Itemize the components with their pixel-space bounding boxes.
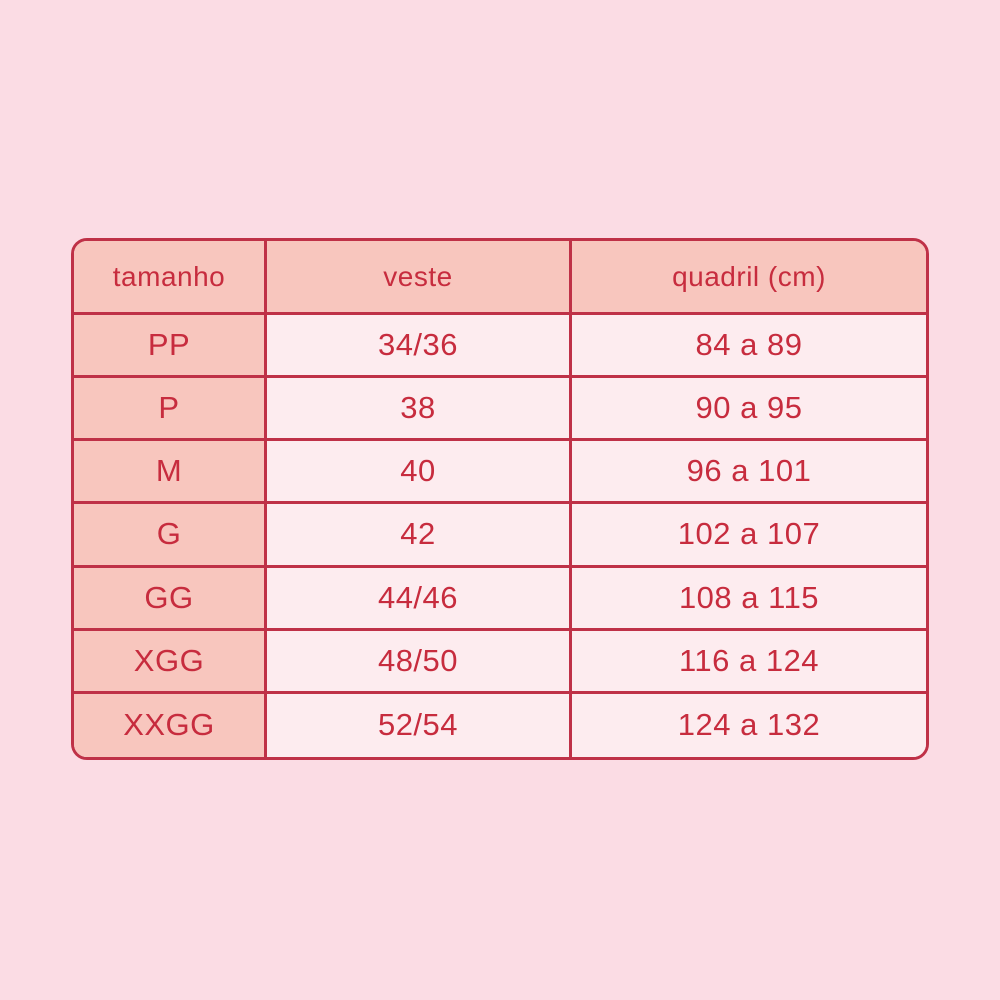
- cell-size-xxgg: XXGG: [74, 694, 267, 757]
- cell-veste-gg: 44/46: [267, 568, 572, 631]
- cell-veste-pp: 34/36: [267, 315, 572, 378]
- cell-size-xgg: XGG: [74, 631, 267, 694]
- cell-veste-xxgg: 52/54: [267, 694, 572, 757]
- header-cell-veste: veste: [267, 241, 572, 315]
- cell-veste-xgg: 48/50: [267, 631, 572, 694]
- cell-size-pp: PP: [74, 315, 267, 378]
- cell-quadril-xxgg: 124 a 132: [572, 694, 926, 757]
- cell-quadril-p: 90 a 95: [572, 378, 926, 441]
- cell-size-gg: GG: [74, 568, 267, 631]
- cell-size-p: P: [74, 378, 267, 441]
- cell-veste-p: 38: [267, 378, 572, 441]
- cell-veste-m: 40: [267, 441, 572, 504]
- cell-quadril-m: 96 a 101: [572, 441, 926, 504]
- cell-size-g: G: [74, 504, 267, 567]
- cell-quadril-g: 102 a 107: [572, 504, 926, 567]
- header-cell-quadril: quadril (cm): [572, 241, 926, 315]
- cell-quadril-pp: 84 a 89: [572, 315, 926, 378]
- header-cell-tamanho: tamanho: [74, 241, 267, 315]
- cell-veste-g: 42: [267, 504, 572, 567]
- cell-quadril-xgg: 116 a 124: [572, 631, 926, 694]
- cell-size-m: M: [74, 441, 267, 504]
- cell-quadril-gg: 108 a 115: [572, 568, 926, 631]
- size-chart-table: [71, 238, 929, 760]
